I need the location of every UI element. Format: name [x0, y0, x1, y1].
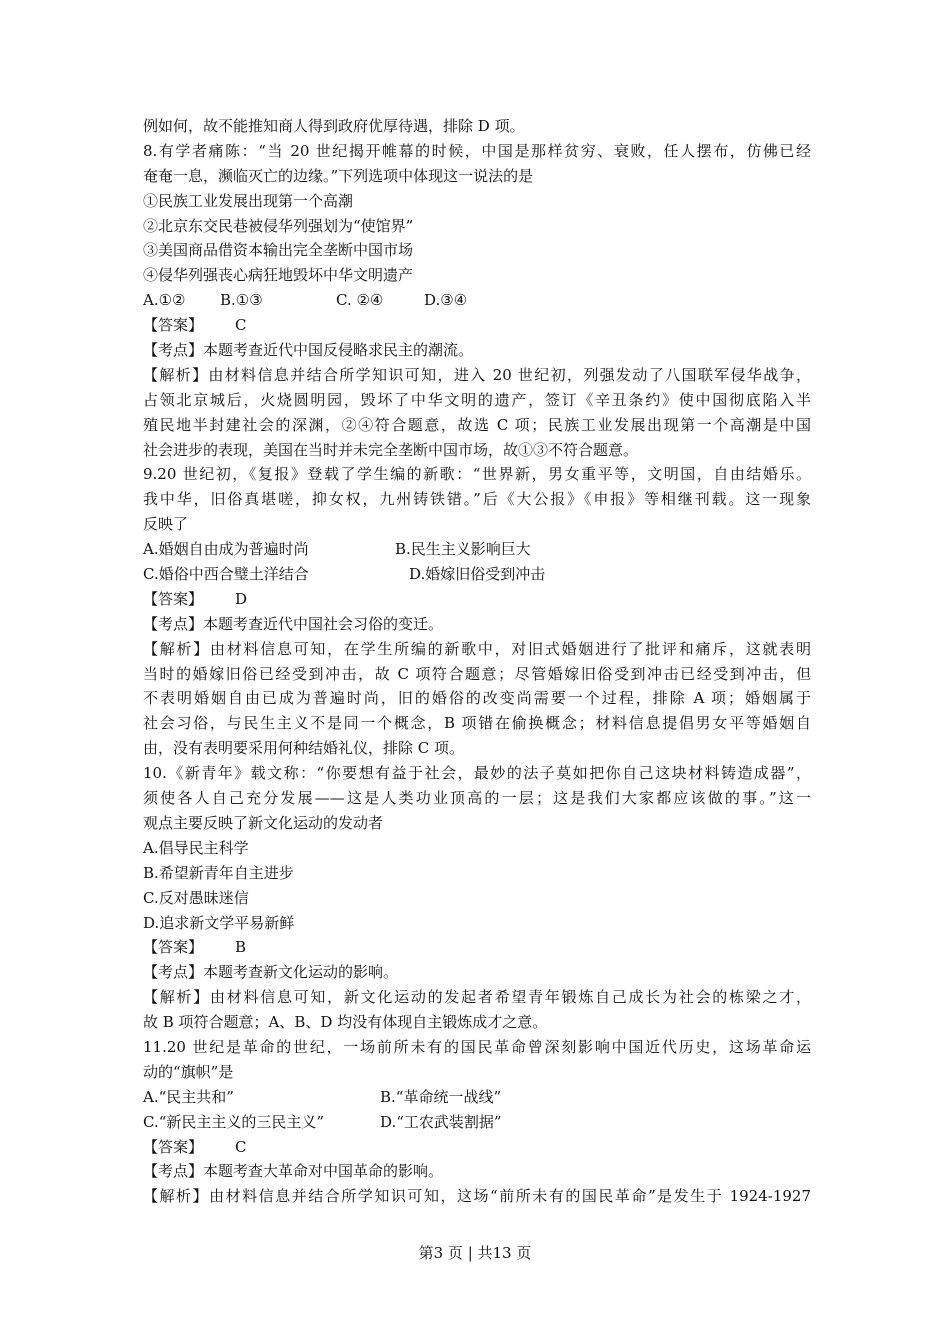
answer-options [143, 1110, 811, 1135]
question-stem: 奄奄一息，濒临灭亡的边缘。”下列选项中体现这一说法的是 [143, 166, 534, 185]
list-item: ④侵华列强丧心病狂地毁坏中华文明遗产 [143, 266, 414, 285]
question-11 [143, 1035, 811, 1209]
answer-options [143, 1085, 811, 1110]
answer-label: 【答案】 [143, 589, 204, 608]
analysis-line: 【解析】由材料信息并结合所学知识可知，进入 20 世纪初，列强发动了八国联军侵华战争， [143, 365, 811, 384]
analysis-line: 【解析】由材料信息并结合所学知识可知，这场“前所未有的国民革命”是发生于 1924-1927 [143, 1187, 811, 1206]
answer-label: 【答案】 [143, 938, 204, 957]
option-c: C.“新民主主义的三民主义” [143, 1112, 325, 1131]
option-d: D.③④ [424, 291, 468, 310]
answer-line [143, 1135, 811, 1160]
answer-options [143, 537, 811, 562]
answer-value: D [235, 589, 248, 608]
analysis-line: 【解析】由材料信息可知，新文化运动的发起者希望青年锻炼自己成长为社会的栋梁之才， [143, 988, 811, 1007]
text-line: 例如何，故不能推知商人得到政府优厚待遇，排除 D 项。 [143, 117, 525, 135]
question-10 [143, 761, 811, 1035]
analysis-line: 社会进步的表现，美国在当时并未完全垄断中国市场，故①③不符合题意。 [143, 440, 639, 459]
question-stem: 反映了 [143, 515, 189, 534]
option-a: A.“民主共和” [143, 1087, 234, 1106]
option-a: A.婚姻自由成为普遍时尚 [143, 540, 309, 559]
list-item: ①民族工业发展出现第一个高潮 [143, 191, 354, 210]
analysis-line: 不表明婚姻自由已成为普遍时尚，旧的婚俗的改变尚需要一个过程，排除 A 项；婚姻属于 [143, 689, 811, 708]
analysis-line: 由，没有表明要采用何种结婚礼仪，排除 C 项。 [143, 739, 465, 758]
answer-options [143, 288, 811, 313]
answer-value: C [235, 1137, 247, 1156]
question-stem: 8.有学者痛陈：“当 20 世纪揭开帷幕的时候，中国是那样贫穷、衰败，任人摆布，仿佛已经 [143, 141, 811, 160]
analysis-line: 社会习俗，与民生主义不是同一个概念，B 项错在偷换概念；材料信息提倡男女平等婚姻自 [143, 714, 811, 733]
option-a: A.倡导民主科学 [143, 838, 249, 857]
question-stem: 9.20 世纪初，《复报》登载了学生编的新歌：“世界新，男女重平等，文明国，自由结婚乐。 [143, 465, 811, 484]
list-item: ③美国商品借资本输出完全垄断中国市场 [143, 241, 414, 260]
answer-line [143, 587, 811, 612]
answer-label: 【答案】 [143, 316, 204, 335]
option-a: A.①② [143, 291, 186, 310]
document-page [143, 114, 811, 1209]
analysis-line: 殖民地半封建社会的深渊，②④符合题意，故选 C 项；民族工业发展出现第一个高潮是中国 [143, 415, 811, 434]
analysis-line: 故 B 项符合题意；A、B、D 均没有体现自主锻炼成才之意。 [143, 1013, 548, 1032]
option-b: B.“革命统一战线” [380, 1087, 502, 1106]
page-footer: 第3 页 | 共13 页 [418, 1244, 532, 1262]
option-c: C. ②④ [336, 291, 384, 310]
question-9 [143, 462, 811, 761]
kaodian-line: 【考点】本题考查新文化运动的影响。 [143, 963, 399, 982]
option-d: D.追求新文学平易新鲜 [143, 913, 295, 932]
analysis-line: 当时的婚嫁旧俗已经受到冲击，故 C 项符合题意；尽管婚嫁旧俗受到冲击已经受到冲击，但 [143, 664, 811, 683]
kaodian-line: 【考点】本题考查近代中国社会习俗的变迁。 [143, 614, 444, 633]
analysis-line: 【解析】由材料信息可知，在学生所编的新歌中，对旧式婚姻进行了批评和痛斥，这就表明 [143, 639, 811, 658]
question-8 [143, 139, 811, 463]
answer-label: 【答案】 [143, 1137, 204, 1156]
answer-line [143, 935, 811, 960]
answer-value: B [235, 938, 247, 957]
kaodian-line: 【考点】本题考查近代中国反侵略求民主的潮流。 [143, 341, 474, 360]
question-stem: 11.20 世纪是革命的世纪，一场前所未有的国民革命曾深刻影响中国近代历史，这场革命运 [143, 1037, 811, 1056]
kaodian-line: 【考点】本题考查大革命对中国革命的影响。 [143, 1162, 444, 1181]
question-stem: 我中华，旧俗真堪嗟，抑女权，九州铸铁错。”后《大公报》《申报》等相继刊载。这一现象 [143, 490, 811, 509]
option-d: D.“工农武装割据” [380, 1112, 502, 1131]
answer-options [143, 562, 811, 587]
option-b: B.民生主义影响巨大 [395, 540, 531, 559]
question-stem: 观点主要反映了新文化运动的发动者 [143, 813, 384, 832]
analysis-line: 占领北京城后，火烧圆明园，毁坏了中华文明的遗产，签订《辛丑条约》使中国彻底陷入半 [143, 390, 811, 409]
answer-value: C [235, 316, 247, 335]
option-b: B.希望新青年自主进步 [143, 863, 294, 882]
question-stem: 动的“旗帜”是 [143, 1062, 234, 1081]
question-stem: 须使各人自己充分发展——这是人类功业顶高的一层；这是我们大家都应该做的事。”这一 [143, 789, 811, 808]
option-b: B.①③ [220, 291, 263, 310]
option-c: C.婚俗中西合璧土洋结合 [143, 565, 309, 584]
option-c: C.反对愚昧迷信 [143, 888, 249, 907]
option-d: D.婚嫁旧俗受到冲击 [409, 565, 546, 584]
answer-line [143, 313, 811, 338]
question-stem: 10.《新青年》载文称：“你要想有益于社会，最妙的法子莫如把你自己这块材料铸造成器”， [143, 764, 811, 783]
list-item: ②北京东交民巷被侵华列强划为“使馆界” [143, 216, 414, 235]
